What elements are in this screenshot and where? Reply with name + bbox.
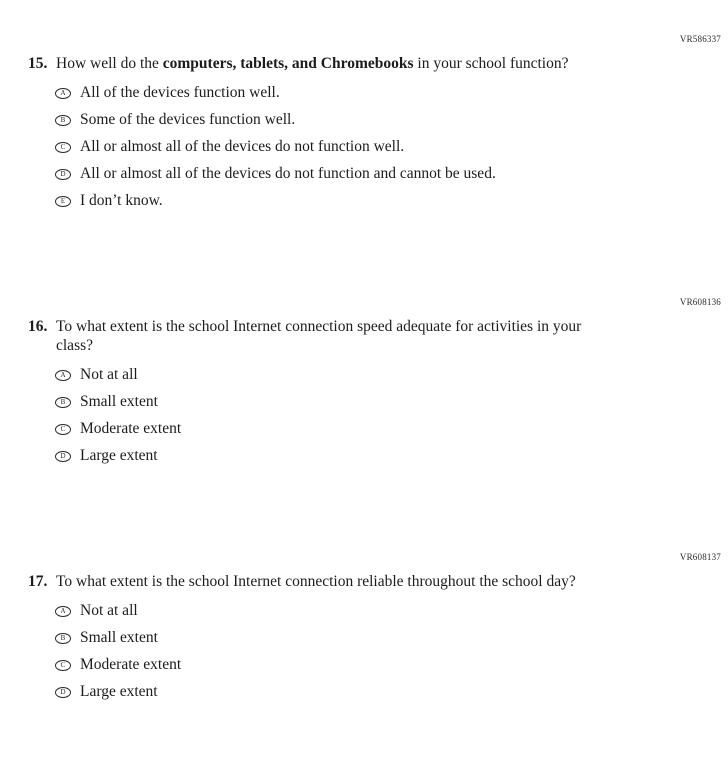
form-code-q16: VR608136 bbox=[679, 297, 721, 307]
bubble-letter: A bbox=[60, 606, 66, 615]
question-17-option-a bbox=[55, 603, 728, 619]
option-label: Not at all bbox=[80, 602, 138, 619]
question-15-text bbox=[56, 54, 604, 73]
question-16-option-b bbox=[55, 394, 728, 410]
question-16-option-a bbox=[55, 367, 728, 383]
question-17-prompt-row bbox=[28, 572, 728, 591]
bubble-letter: D bbox=[60, 687, 66, 696]
answer-bubble-15e[interactable] bbox=[55, 196, 71, 207]
bubble-letter: A bbox=[60, 370, 66, 379]
bubble-letter: B bbox=[60, 633, 66, 642]
answer-bubble-15d[interactable] bbox=[55, 169, 71, 180]
bubble-letter: E bbox=[60, 196, 66, 205]
answer-bubble-17a[interactable] bbox=[55, 606, 71, 617]
option-label: Moderate extent bbox=[80, 420, 182, 437]
option-label: Large extent bbox=[80, 683, 158, 700]
question-15-option-c bbox=[55, 139, 728, 155]
question-15-options bbox=[55, 85, 728, 209]
question-15-number: 15. bbox=[28, 55, 48, 72]
question-16-prompt-row bbox=[28, 317, 728, 355]
answer-bubble-16c[interactable] bbox=[55, 424, 71, 435]
bubble-letter: C bbox=[60, 660, 66, 669]
question-16-options bbox=[55, 367, 728, 464]
question-16-option-c bbox=[55, 421, 728, 437]
answer-bubble-16d[interactable] bbox=[55, 451, 71, 462]
option-label: All or almost all of the devices do not function well. bbox=[80, 138, 405, 155]
option-label: Large extent bbox=[80, 447, 158, 464]
option-label: I don’t know. bbox=[80, 192, 163, 209]
question-15-text-post: in your school function? bbox=[413, 55, 569, 72]
question-16-block bbox=[0, 297, 728, 464]
question-15-option-e bbox=[55, 193, 728, 209]
option-label: Some of the devices function well. bbox=[80, 111, 296, 128]
question-15-block bbox=[0, 34, 728, 209]
option-label: Moderate extent bbox=[80, 656, 182, 673]
question-15-option-d bbox=[55, 166, 728, 182]
question-17-option-b bbox=[55, 630, 728, 646]
answer-bubble-15b[interactable] bbox=[55, 115, 71, 126]
answer-bubble-17c[interactable] bbox=[55, 660, 71, 671]
bubble-letter: D bbox=[60, 451, 66, 460]
question-17-text: To what extent is the school Internet connection reliable throughout the school day? bbox=[56, 573, 576, 590]
question-15-text-pre: How well do the bbox=[56, 55, 163, 72]
option-label: Not at all bbox=[80, 366, 138, 383]
answer-bubble-16b[interactable] bbox=[55, 397, 71, 408]
answer-bubble-17b[interactable] bbox=[55, 633, 71, 644]
bubble-letter: B bbox=[60, 397, 66, 406]
answer-bubble-15a[interactable] bbox=[55, 88, 71, 99]
answer-bubble-16a[interactable] bbox=[55, 370, 71, 381]
answer-bubble-17d[interactable] bbox=[55, 687, 71, 698]
question-15-option-a bbox=[55, 85, 728, 101]
question-17-block bbox=[0, 552, 728, 700]
question-16-text: To what extent is the school Internet connection speed adequate for activities in your class? bbox=[56, 318, 582, 354]
form-code-q15: VR586337 bbox=[679, 34, 721, 44]
question-16-option-d bbox=[55, 448, 728, 464]
bubble-letter: A bbox=[60, 88, 66, 97]
question-17-options bbox=[55, 603, 728, 700]
bubble-letter: C bbox=[60, 424, 66, 433]
question-17-option-d bbox=[55, 684, 728, 700]
question-15-prompt-row bbox=[28, 54, 728, 73]
question-17-number: 17. bbox=[28, 573, 48, 590]
answer-bubble-15c[interactable] bbox=[55, 142, 71, 153]
bubble-letter: B bbox=[60, 115, 66, 124]
option-label: Small extent bbox=[80, 393, 158, 410]
question-17-option-c bbox=[55, 657, 728, 673]
questionnaire-page bbox=[0, 34, 728, 774]
question-16-number: 16. bbox=[28, 318, 48, 335]
bubble-letter: D bbox=[60, 169, 66, 178]
bubble-letter: C bbox=[60, 142, 66, 151]
form-code-q17: VR608137 bbox=[679, 552, 721, 562]
option-label: Small extent bbox=[80, 629, 158, 646]
option-label: All of the devices function well. bbox=[80, 84, 280, 101]
question-15-option-b bbox=[55, 112, 728, 128]
option-label: All or almost all of the devices do not function and cannot be used. bbox=[80, 165, 496, 182]
question-15-text-bold: computers, tablets, and Chromebooks bbox=[162, 55, 414, 72]
